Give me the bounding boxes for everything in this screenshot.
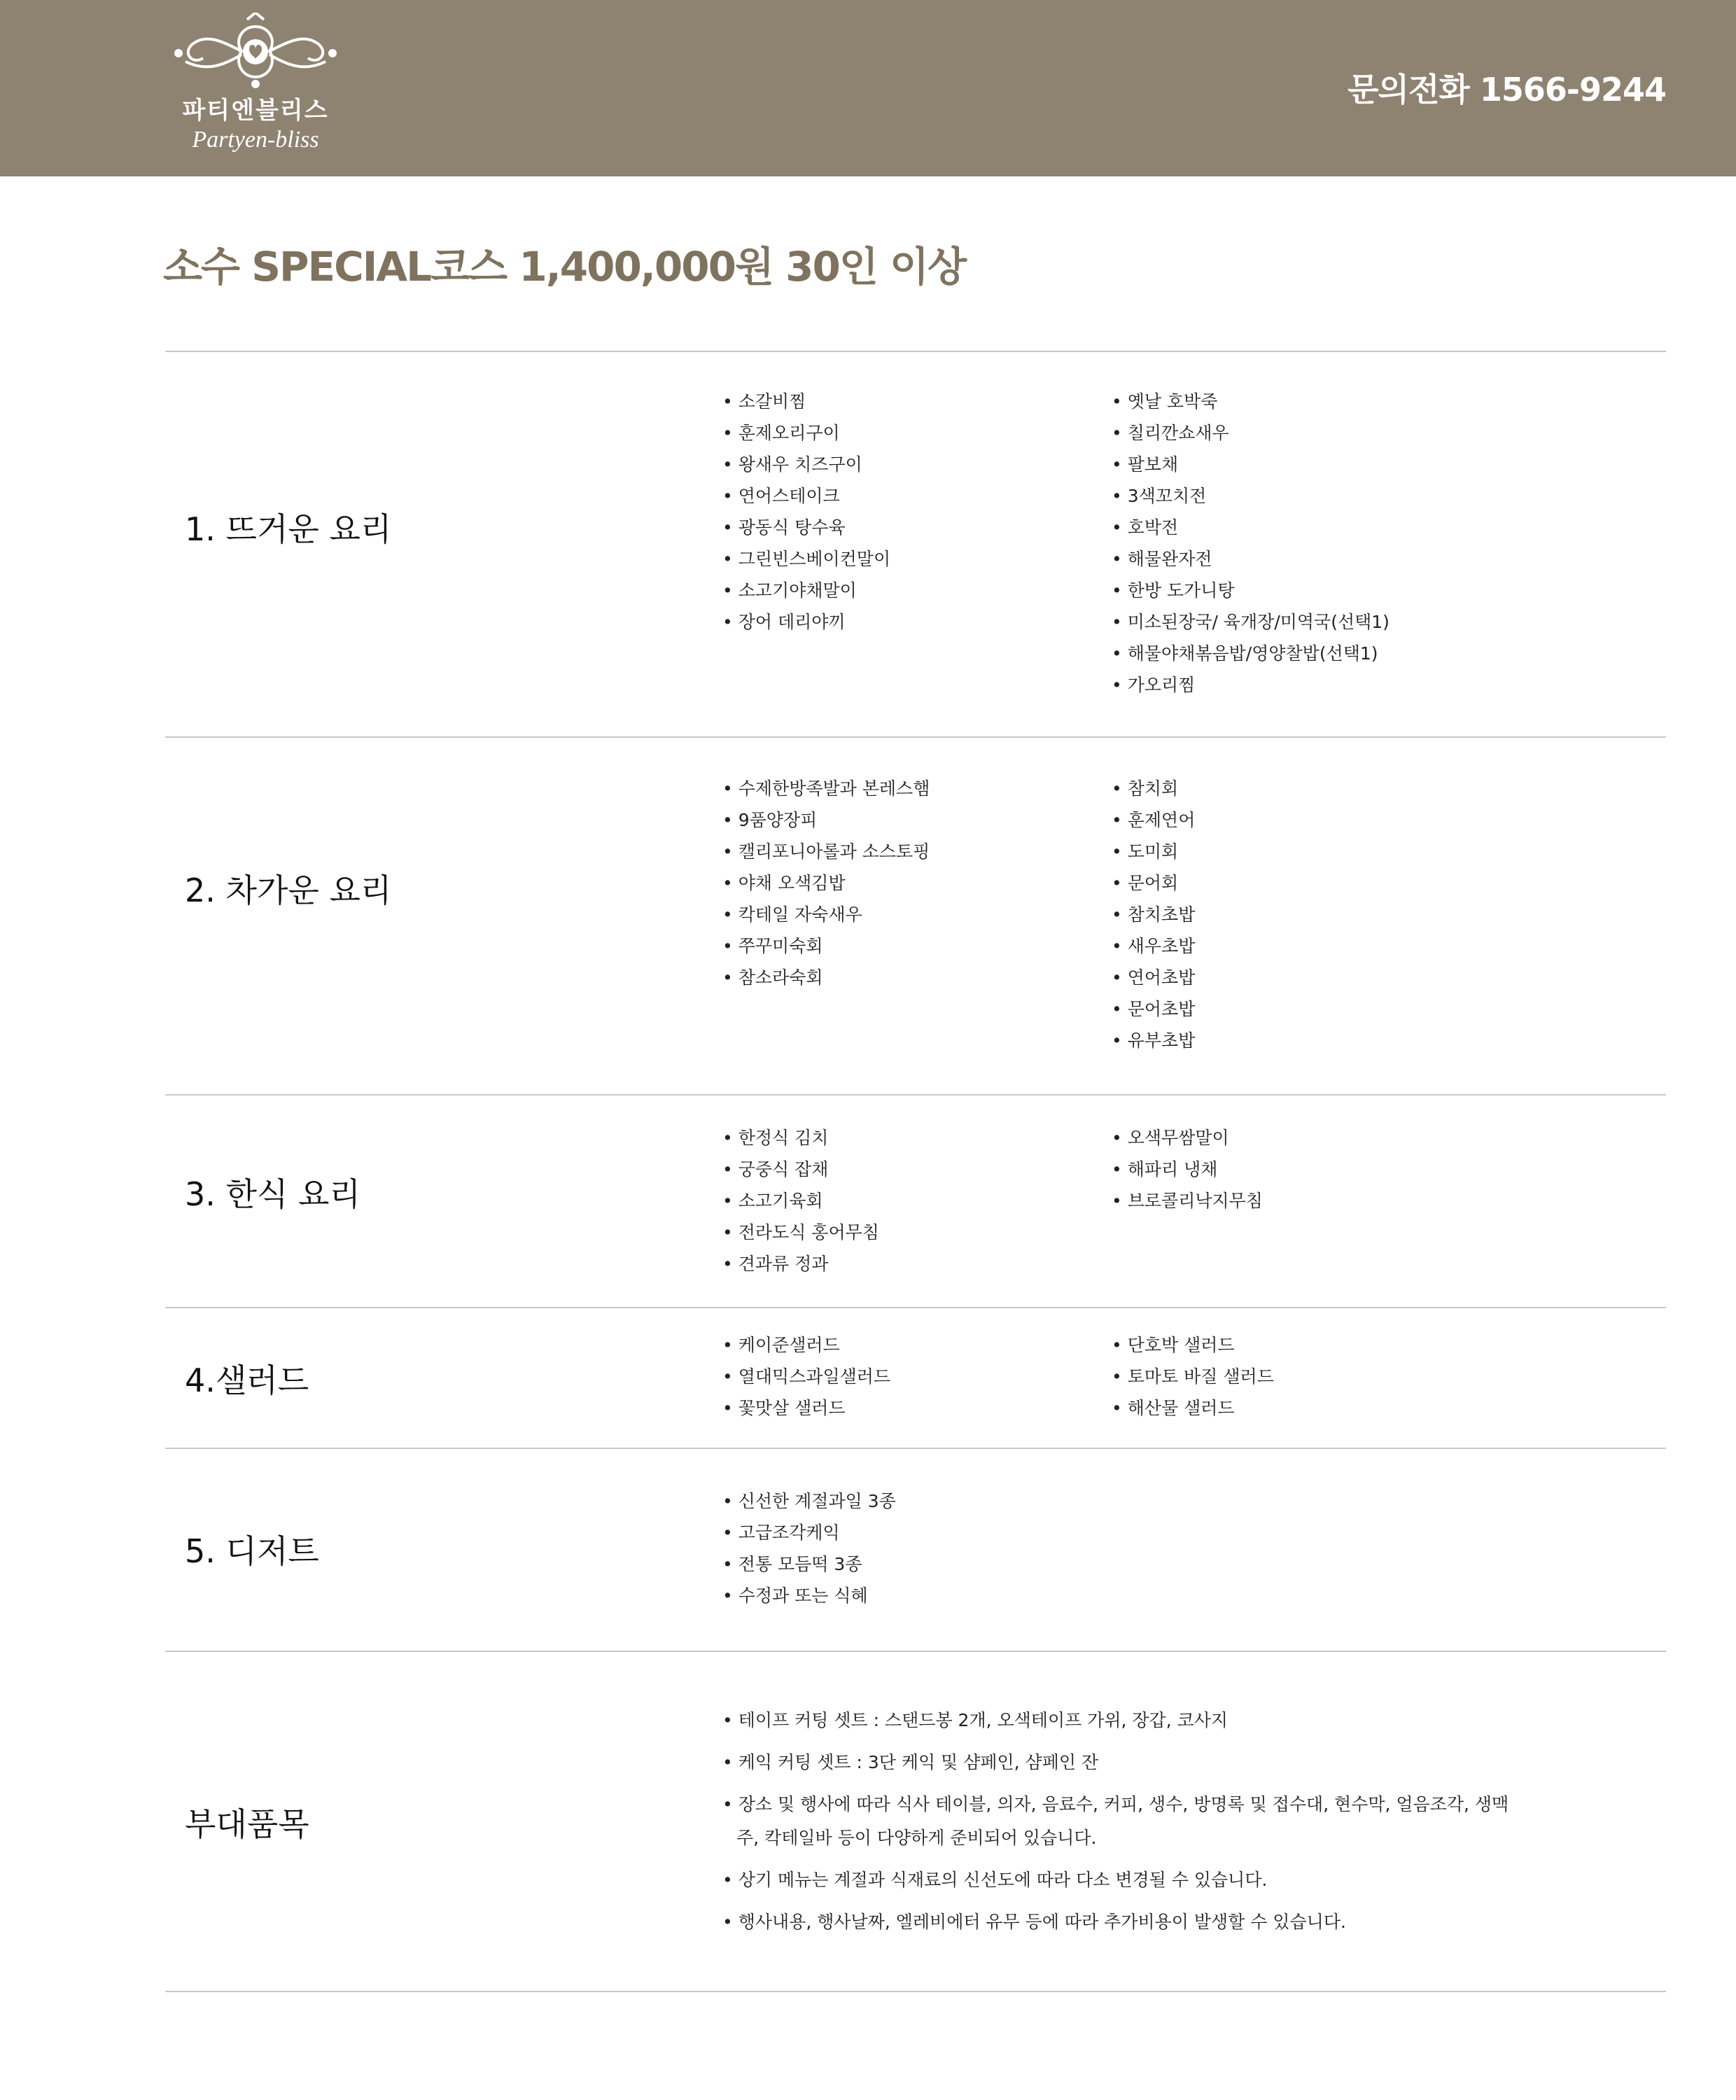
menu-item: • 테이프 커팅 셋트 : 스탠드봉 2개, 오색테이프 가위, 장갑, 코사지 bbox=[722, 1704, 1527, 1737]
menu-item: • 팔보채 bbox=[1112, 449, 1390, 480]
menu-item: • 가오리찜 bbox=[1112, 669, 1390, 701]
menu-item: • 참치회 bbox=[1112, 773, 1195, 804]
menu-item: • 단호박 샐러드 bbox=[1112, 1329, 1274, 1361]
dish-list-right bbox=[1112, 386, 1390, 701]
menu-item: • 문어초밥 bbox=[1112, 993, 1195, 1025]
menu-item: • 견과류 정과 bbox=[722, 1248, 879, 1280]
menu-item: • 브로콜리낙지무침 bbox=[1112, 1185, 1263, 1217]
menu-row-korean bbox=[165, 1096, 1666, 1308]
menu-item: • 그린빈스베이컨말이 bbox=[722, 543, 890, 575]
menu-item: • 훈제연어 bbox=[1112, 804, 1195, 836]
page-title: 소수 SPECIAL코스 1,400,000원 30인 이상 bbox=[163, 243, 966, 290]
logo-korean-text: 파티엔블리스 bbox=[182, 97, 329, 125]
menu-row-cold bbox=[165, 738, 1666, 1096]
menu-item: • 캘리포니아롤과 소스토핑 bbox=[722, 836, 930, 867]
menu-item: • 전통 모듬떡 3종 bbox=[722, 1548, 896, 1580]
menu-item: • 쭈꾸미숙회 bbox=[722, 930, 930, 962]
menu-item: • 케이준샐러드 bbox=[722, 1329, 890, 1361]
menu-item: • 연어초밥 bbox=[1112, 962, 1195, 993]
menu-item: • 해물야채볶음밥/영양찰밥(선택1) bbox=[1112, 638, 1390, 669]
menu-item: • 열대믹스과일샐러드 bbox=[722, 1361, 890, 1392]
dish-list-right bbox=[1112, 773, 1195, 1056]
menu-item: • 유부초밥 bbox=[1112, 1025, 1195, 1056]
section-label: 2. 차가운 요리 bbox=[185, 872, 392, 909]
section-label: 3. 한식 요리 bbox=[185, 1175, 360, 1213]
menu-item: • 칠리깐쇼새우 bbox=[1112, 417, 1390, 449]
menu-item: • 새우초밥 bbox=[1112, 930, 1195, 962]
extras-notes-list bbox=[722, 1704, 1527, 1947]
menu-item: • 고급조각케익 bbox=[722, 1517, 896, 1548]
menu-item: • 소갈비찜 bbox=[722, 386, 890, 417]
menu-item: • 한정식 김치 bbox=[722, 1122, 879, 1154]
menu-item: • 훈제오리구이 bbox=[722, 417, 890, 449]
menu-item: • 왕새우 치즈구이 bbox=[722, 449, 890, 480]
header bbox=[0, 0, 1736, 176]
ornament-crest-icon bbox=[164, 13, 346, 90]
menu-item: • 해물완자전 bbox=[1112, 543, 1390, 575]
menu-item: • 참치초밥 bbox=[1112, 899, 1195, 930]
menu-item: • 소고기육회 bbox=[722, 1185, 879, 1217]
menu-item: • 꽃맛살 샐러드 bbox=[722, 1392, 890, 1424]
menu-item: • 신선한 계절과일 3종 bbox=[722, 1485, 896, 1517]
dish-list-left bbox=[722, 1485, 896, 1611]
menu-row-hot bbox=[165, 352, 1666, 738]
dish-list-left bbox=[722, 773, 930, 993]
menu-item: • 행사내용, 행사날짜, 엘레비에터 유무 등에 따라 추가비용이 발생할 수 있습니다. bbox=[722, 1905, 1527, 1939]
menu-item: • 연어스테이크 bbox=[722, 480, 890, 512]
menu-item: • 수정과 또는 식혜 bbox=[722, 1580, 896, 1611]
dish-list-right bbox=[1112, 1329, 1274, 1424]
logo-english-text: Partyen-bliss bbox=[192, 127, 319, 153]
menu-item: • 오색무쌈말이 bbox=[1112, 1122, 1263, 1154]
section-label: 1. 뜨거운 요리 bbox=[185, 510, 392, 548]
menu-item: • 미소된장국/ 육개장/미역국(선택1) bbox=[1112, 606, 1390, 638]
section-label: 5. 디저트 bbox=[185, 1532, 319, 1570]
menu-item: • 상기 메뉴는 계절과 식재료의 신선도에 따라 다소 변경될 수 있습니다. bbox=[722, 1863, 1527, 1897]
section-label: 부대품목 bbox=[185, 1805, 309, 1843]
menu-item: • 전라도식 홍어무침 bbox=[722, 1217, 879, 1248]
menu-item: • 한방 도가니탕 bbox=[1112, 575, 1390, 606]
menu-item: • 3색꼬치전 bbox=[1112, 480, 1390, 512]
dish-list-left bbox=[722, 386, 890, 638]
menu-item: • 케익 커팅 셋트 : 3단 케익 및 샴페인, 샴페인 잔 bbox=[722, 1746, 1527, 1779]
menu-table bbox=[165, 351, 1666, 1992]
menu-item: • 해산물 샐러드 bbox=[1112, 1392, 1274, 1424]
menu-item: • 장어 데리야끼 bbox=[722, 606, 890, 638]
menu-item: • 수제한방족발과 본레스햄 bbox=[722, 773, 930, 804]
menu-row-dessert bbox=[165, 1449, 1666, 1652]
menu-item: • 문어회 bbox=[1112, 867, 1195, 899]
menu-item: • 소고기야채말이 bbox=[722, 575, 890, 606]
dish-list-left bbox=[722, 1329, 890, 1424]
menu-item: • 옛날 호박죽 bbox=[1112, 386, 1390, 417]
menu-item: • 9품양장피 bbox=[722, 804, 930, 836]
section-label: 4.샐러드 bbox=[185, 1362, 309, 1399]
menu-item: • 장소 및 행사에 따라 식사 테이블, 의자, 음료수, 커피, 생수, 방명록 및 접수대, 현수막, 얼음조각, 생맥주, 칵테일바 등이 다양하게 준비되어 있습니다. bbox=[722, 1788, 1527, 1855]
phone-number[interactable]: 문의전화 1566-9244 bbox=[1348, 71, 1666, 108]
menu-item: • 해파리 냉채 bbox=[1112, 1154, 1263, 1185]
menu-row-extras bbox=[165, 1652, 1666, 1992]
menu-item: • 도미회 bbox=[1112, 836, 1195, 867]
menu-item: • 호박전 bbox=[1112, 512, 1390, 543]
menu-item: • 참소라숙회 bbox=[722, 962, 930, 993]
menu-item: • 궁중식 잡채 bbox=[722, 1154, 879, 1185]
menu-row-salad bbox=[165, 1308, 1666, 1449]
menu-item: • 광동식 탕수육 bbox=[722, 512, 890, 543]
menu-item: • 토마토 바질 샐러드 bbox=[1112, 1361, 1274, 1392]
brand-logo[interactable] bbox=[161, 13, 350, 167]
menu-item: • 야채 오색김밥 bbox=[722, 867, 930, 899]
dish-list-right bbox=[1112, 1122, 1263, 1217]
dish-list-left bbox=[722, 1122, 879, 1280]
menu-item: • 칵테일 자숙새우 bbox=[722, 899, 930, 930]
